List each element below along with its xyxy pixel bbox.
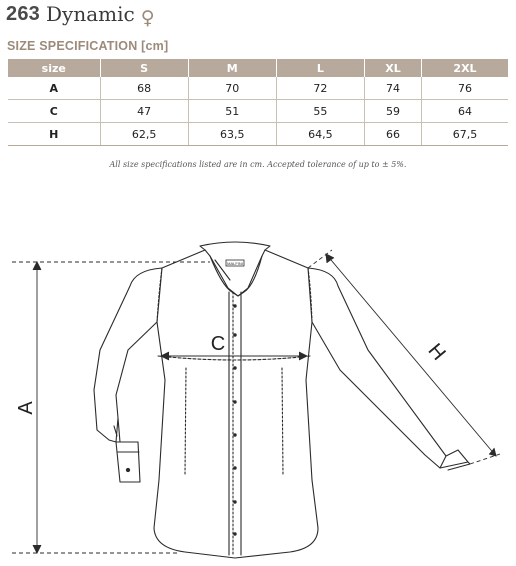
yoke-line bbox=[158, 356, 310, 360]
product-title bbox=[6, 0, 155, 28]
brand-tag-text: MALFINI bbox=[227, 261, 243, 266]
column-header: M bbox=[188, 59, 276, 77]
shirt-button bbox=[233, 500, 236, 503]
shirt-button bbox=[233, 433, 236, 436]
table-cell: 72 bbox=[276, 77, 364, 100]
left-cuff bbox=[116, 442, 140, 482]
shirt-buttons bbox=[233, 304, 236, 535]
column-header: size bbox=[8, 59, 100, 77]
table-cell: 63,5 bbox=[188, 123, 276, 146]
table-cell: 64 bbox=[422, 100, 508, 123]
column-header: XL bbox=[364, 59, 421, 77]
shirt-button bbox=[233, 366, 236, 369]
shirt-button bbox=[233, 333, 236, 336]
table-cell: 70 bbox=[188, 77, 276, 100]
column-header: S bbox=[100, 59, 188, 77]
table-cell: 76 bbox=[422, 77, 508, 100]
dim-a-label: A bbox=[15, 401, 37, 415]
table-cell: 66 bbox=[364, 123, 421, 146]
table-cell: 59 bbox=[364, 100, 421, 123]
product-number: 263 bbox=[6, 2, 40, 25]
tolerance-note: All size specifications listed are in cm. Accepted tolerance of up to ± 5%. bbox=[109, 160, 407, 169]
size-spec-heading: SIZE SPECIFICATION [cm] bbox=[7, 39, 169, 53]
column-header: 2XL bbox=[422, 59, 508, 77]
table-row bbox=[8, 123, 508, 146]
female-symbol-icon: ♀ bbox=[140, 7, 155, 29]
shirt-button bbox=[233, 400, 236, 403]
table-cell: 64,5 bbox=[276, 123, 364, 146]
table-row bbox=[8, 77, 508, 100]
shirt-body-outline bbox=[154, 250, 318, 558]
product-name: Dynamic bbox=[45, 2, 135, 26]
dim-c-label: C bbox=[210, 333, 226, 355]
size-table bbox=[8, 59, 508, 146]
row-label: A bbox=[8, 77, 100, 100]
table-cell: 47 bbox=[100, 100, 188, 123]
table-row bbox=[8, 100, 508, 123]
column-header: L bbox=[276, 59, 364, 77]
shirt-button bbox=[233, 532, 236, 535]
right-sleeve-outline bbox=[308, 268, 446, 468]
table-cell: 74 bbox=[364, 77, 421, 100]
left-sleeve-outline bbox=[94, 268, 162, 442]
table-cell: 67,5 bbox=[422, 123, 508, 146]
shirt-button bbox=[233, 304, 236, 307]
row-label: C bbox=[8, 100, 100, 123]
dim-h-label: H bbox=[423, 339, 450, 365]
table-cell: 68 bbox=[100, 77, 188, 100]
table-cell: 51 bbox=[188, 100, 276, 123]
dim-h-line bbox=[326, 254, 496, 456]
shirt-button bbox=[233, 466, 236, 469]
collar bbox=[205, 250, 265, 296]
row-label: H bbox=[8, 123, 100, 146]
shirt-measurement-diagram bbox=[0, 230, 516, 560]
table-cell: 55 bbox=[276, 100, 364, 123]
table-cell: 62,5 bbox=[100, 123, 188, 146]
button-placket bbox=[229, 292, 241, 555]
size-table-header bbox=[8, 59, 508, 77]
